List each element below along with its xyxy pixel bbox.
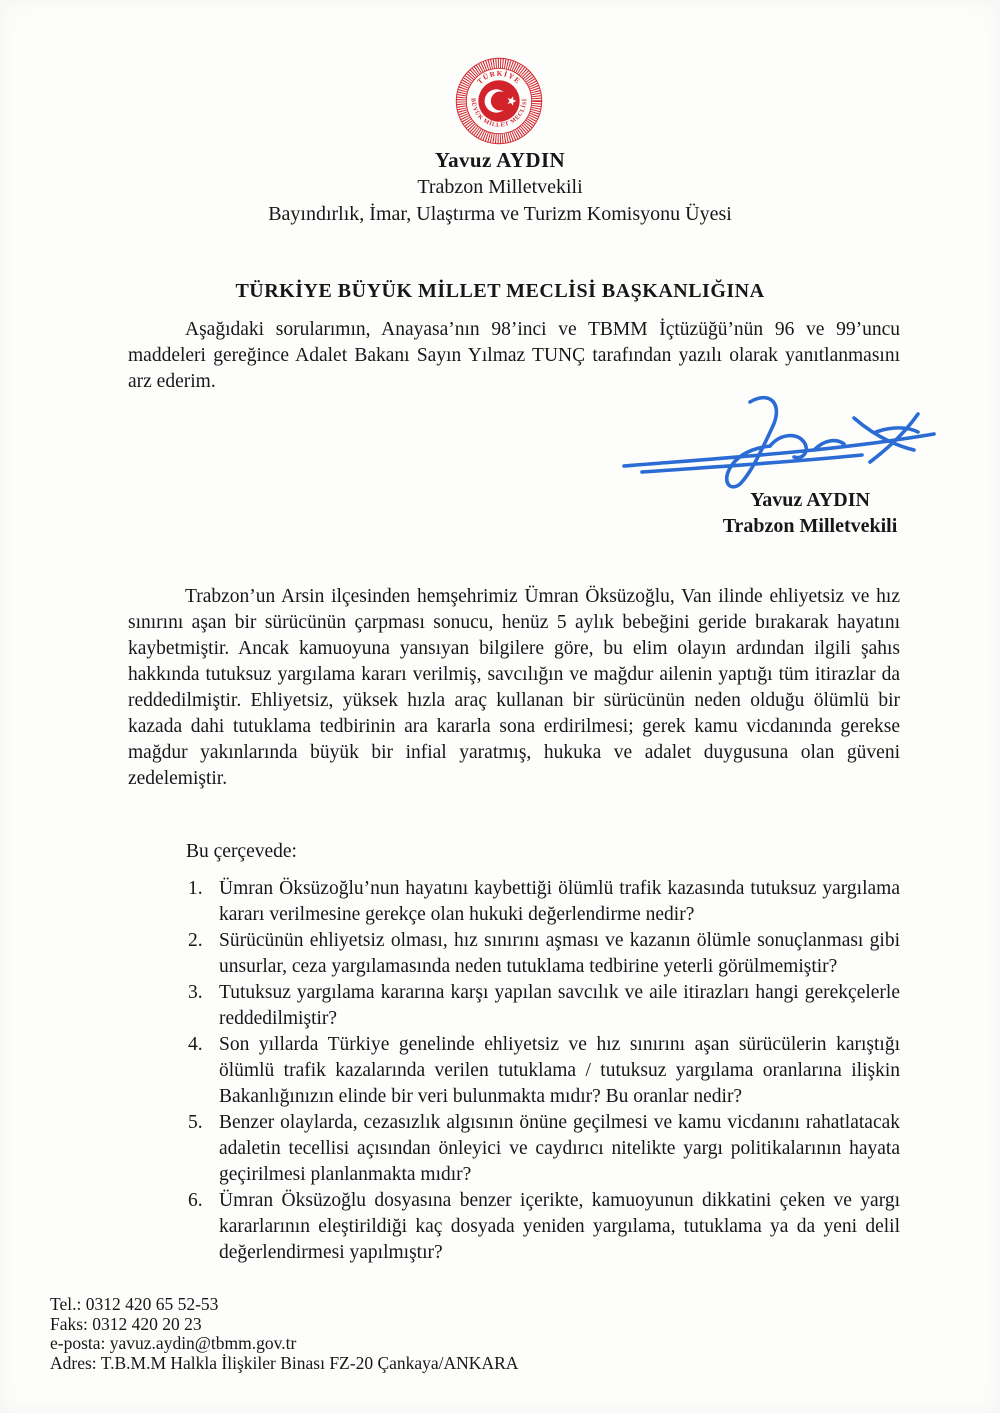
question-item <box>188 876 900 928</box>
addressee-heading: TÜRKİYE BÜYÜK MİLLET MECLİSİ BAŞKANLIĞINA <box>235 280 765 302</box>
mp-committee: Bayındırlık, İmar, Ulaştırma ve Turizm Komisyonu Üyesi <box>268 203 732 225</box>
signature-handwriting <box>618 392 940 492</box>
question-number: 3. <box>188 982 203 1003</box>
intro-paragraph: Aşağıdaki sorularımın, Anayasa’nın 98’inci ve TBMM İçtüzüğü’nün 96 ve 99’uncu maddeleri gereğince Adalet Bakanı Sayın Yılmaz TUNÇ tarafından yazılı olarak yanıtlanmasını arz ederim. <box>128 319 900 392</box>
tbmm-seal-icon <box>454 56 544 146</box>
footer-fax: Faks: 0312 420 20 23 <box>50 1313 202 1334</box>
questions-list <box>188 876 900 1266</box>
letterhead <box>0 147 1000 228</box>
footer-address: Adres: T.B.M.M Halkla İlişkiler Binası FZ-20 Çankaya/ANKARA <box>50 1352 519 1373</box>
question-text: Benzer olaylarda, cezasızlık algısının önüne geçilmesi ve kamu vicdanını rahatlatacak adaletin tecellisi açısından önleyici ve caydırıcı nitelikte yargı politikalarının hayata geçirilmesi planlanmakta mıdır? <box>219 1112 900 1185</box>
question-item <box>188 980 900 1032</box>
question-number: 5. <box>188 1112 203 1133</box>
question-item <box>188 928 900 980</box>
question-item <box>188 1110 900 1188</box>
question-item <box>188 1188 900 1266</box>
signature-name: Yavuz AYDIN <box>750 489 870 511</box>
question-number: 6. <box>188 1190 203 1211</box>
signature-title: Trabzon Milletvekili <box>722 515 898 537</box>
question-number: 2. <box>188 930 203 951</box>
signature-block <box>700 487 920 539</box>
question-number: 1. <box>188 878 203 899</box>
seal-text-bottom: BÜYÜK MİLLET MECLİSİ <box>469 97 529 129</box>
footer-tel: Tel.: 0312 420 65 52-53 <box>50 1294 219 1314</box>
body-paragraph: Trabzon’un Arsin ilçesinden hemşehrimiz Ümran Öksüzoğlu, Van ilinde ehliyetsiz ve hız sınırını aşan bir sürücünün çarpması sonucu, henüz 5 aylık bebeğini geride bırakarak hayatını kaybetmiştir. Ancak kamuoyuna yansıyan bilgilere göre, bu elim olayın ardından ilgili şahıs hakkında tutuksuz yargılama kararı verilmiş, savcılığın ve mağdur ailenin yaptığı tüm itirazlar da reddedilmiştir. Ehliyetsiz, yüksek hızla araç kullanan bir sürücünün neden olduğu ölümlü bir kazada dahi tutuklama tedbirinin ara kararla sona erdirilmesi; gerek kamu vicdanında gerekse mağdur yakınlarında büyük bir infial yaratmış, hukuka ve adalet duygusuna olan güveni zedelemiştir. <box>128 586 900 789</box>
footer-email: e-posta: yavuz.aydin@tbmm.gov.tr <box>50 1333 297 1353</box>
question-text: Sürücünün ehliyetsiz olması, hız sınırını aşması ve kazanın ölümle sonuçlanması gibi unsurlar, ceza yargılamasında neden tutuklama tedbirine yeterli görülmemiştir? <box>219 930 900 977</box>
question-text: Son yıllarda Türkiye genelinde ehliyetsiz ve hız sınırını aşan sürücülerin karıştığı ölümlü trafik kazalarında verilen tutuklama / tutuksuz yargılama oranlarına ilişkin Bakanlığınızın elinde bir veri bulunmakta mıdır? Bu oranlar nedir? <box>219 1034 900 1107</box>
mp-title: Trabzon Milletvekili <box>417 176 583 198</box>
question-item <box>188 1032 900 1110</box>
seal-text-top: TÜRKİYE <box>475 69 523 86</box>
frame-label: Bu çerçevede: <box>186 841 297 862</box>
mp-name: Yavuz AYDIN <box>434 148 566 172</box>
question-text: Ümran Öksüzoğlu’nun hayatını kaybettiği ölümlü trafik kazasında tutuksuz yargılama kararı verilmesine gerekçe olan hukuki değerlendirme nedir? <box>219 878 900 925</box>
question-number: 4. <box>188 1034 203 1055</box>
contact-footer <box>50 1295 518 1373</box>
question-text: Ümran Öksüzoğlu dosyasına benzer içerikte, kamuoyunun dikkatini çeken ve yargı kararlarının eleştirildiği kaç dosyada yeniden yargılama, tutuklama ya da yeni delil değerlendirmesi yapılmıştır? <box>219 1190 900 1263</box>
question-text: Tutuksuz yargılama kararına karşı yapılan savcılık ve aile itirazları hangi gerekçelerle reddedilmiştir? <box>219 982 900 1029</box>
